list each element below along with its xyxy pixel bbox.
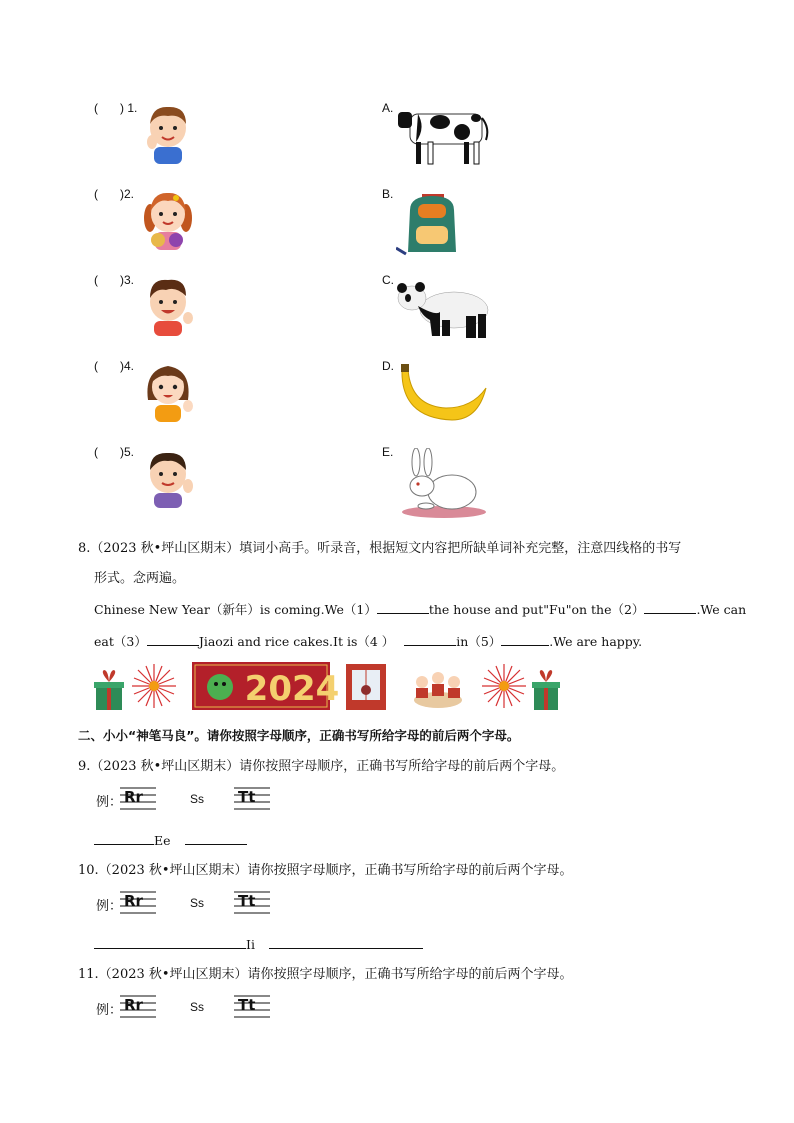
- section-2-heading: 二、小小“神笔马良”。请你按照字母顺序，正确书写所给字母的前后两个字母。: [78, 728, 520, 743]
- svg-text:Rr: Rr: [124, 892, 143, 910]
- answer-paren-3[interactable]: ( )3.: [94, 273, 135, 287]
- window-decoration-icon: [346, 664, 386, 710]
- q9-blank-after[interactable]: [185, 832, 247, 845]
- example-label: 例：: [96, 795, 123, 810]
- option-letter-c: C.: [382, 273, 394, 287]
- svg-text:Tt: Tt: [238, 996, 256, 1014]
- four-line-grid-tt: [234, 786, 270, 812]
- four-line-grid-tt: [234, 890, 270, 916]
- example-label: 例：: [96, 1003, 123, 1018]
- item-number: 2.: [124, 187, 135, 201]
- q8-passage-line-2: eat（3） Jiaozi and rice cakes.It is（4 ） in（5） .We are happy.: [94, 634, 643, 649]
- firework-icon: [482, 664, 526, 708]
- blank-5[interactable]: [501, 633, 549, 646]
- gift-icon: [532, 670, 560, 710]
- four-line-grid-tt: [234, 994, 270, 1020]
- q9-blank-before[interactable]: [94, 832, 154, 845]
- q10-blank-before[interactable]: [94, 936, 246, 949]
- option-letter-d: D.: [382, 359, 394, 373]
- item-number: 3.: [124, 273, 135, 287]
- backpack-icon: [396, 190, 492, 260]
- q8-passage-line-1: Chinese New Year（新年）is coming.We（1） the house and put"Fu"on the（2） .We can: [94, 602, 747, 617]
- family-dinner-icon: [414, 672, 462, 708]
- svg-text:Rr: Rr: [124, 996, 143, 1014]
- gift-icon: [94, 670, 124, 710]
- q10-answer-line: Ii: [94, 936, 423, 952]
- item-number: 1.: [127, 101, 138, 115]
- rabbit-icon: [396, 448, 492, 518]
- four-line-grid-rr: [120, 994, 156, 1020]
- banana-icon: [396, 362, 492, 432]
- svg-text:Rr: Rr: [124, 788, 143, 806]
- cow-icon: [396, 104, 492, 174]
- answer-paren-2[interactable]: ( )2.: [94, 187, 135, 201]
- blank-1[interactable]: [377, 601, 429, 614]
- option-letter-b: B.: [382, 187, 394, 201]
- answer-paren-4[interactable]: ( )4.: [94, 359, 135, 373]
- example-label: 例：: [96, 899, 123, 914]
- example-middle-letter: Ss: [190, 1000, 205, 1014]
- q11-head: 11.（2023 秋•坪山区期末）请你按照字母顺序，正确书写所给字母的前后两个字母。: [78, 967, 573, 982]
- boy-pointing-icon: [140, 274, 196, 336]
- blank-3[interactable]: [147, 633, 199, 646]
- q8-head: 8.（2023 秋•坪山区期末）填词小高手。听录音，根据短文内容把所缺单词补充完整，注意四线格的书写: [78, 541, 682, 556]
- blank-4[interactable]: [404, 633, 456, 646]
- option-letter-a: A.: [382, 101, 394, 115]
- q9-head: 9.（2023 秋•坪山区期末）请你按照字母顺序，正确书写所给字母的前后两个字母。: [78, 759, 565, 774]
- q10-head: 10.（2023 秋•坪山区期末）请你按照字母顺序，正确书写所给字母的前后两个字母。: [78, 863, 573, 878]
- blank-2[interactable]: [644, 601, 696, 614]
- q9-answer-line: Ee: [94, 832, 247, 848]
- girl-with-ball-icon: [140, 188, 196, 250]
- four-line-grid-rr: [120, 786, 156, 812]
- example-middle-letter: Ss: [190, 792, 205, 806]
- example-middle-letter: Ss: [190, 896, 205, 910]
- boy-waving-icon: [140, 102, 196, 164]
- svg-text:Tt: Tt: [238, 892, 256, 910]
- item-number: 4.: [124, 359, 135, 373]
- item-number: 5.: [124, 445, 135, 459]
- panda-icon: [396, 276, 492, 346]
- q10-blank-after[interactable]: [269, 936, 423, 949]
- q8-head-cont: 形式。念两遍。: [94, 571, 186, 586]
- banner-year-text: 2024: [244, 669, 340, 709]
- firework-icon: [132, 664, 176, 708]
- new-year-illustrations: [92, 660, 562, 714]
- option-letter-e: E.: [382, 445, 394, 459]
- four-line-grid-rr: [120, 890, 156, 916]
- boy-glasses-icon: [140, 446, 196, 508]
- answer-paren-1[interactable]: ( ) 1.: [94, 101, 138, 115]
- answer-paren-5[interactable]: ( )5.: [94, 445, 135, 459]
- svg-text:Tt: Tt: [238, 788, 256, 806]
- girl-smiling-icon: [140, 360, 196, 422]
